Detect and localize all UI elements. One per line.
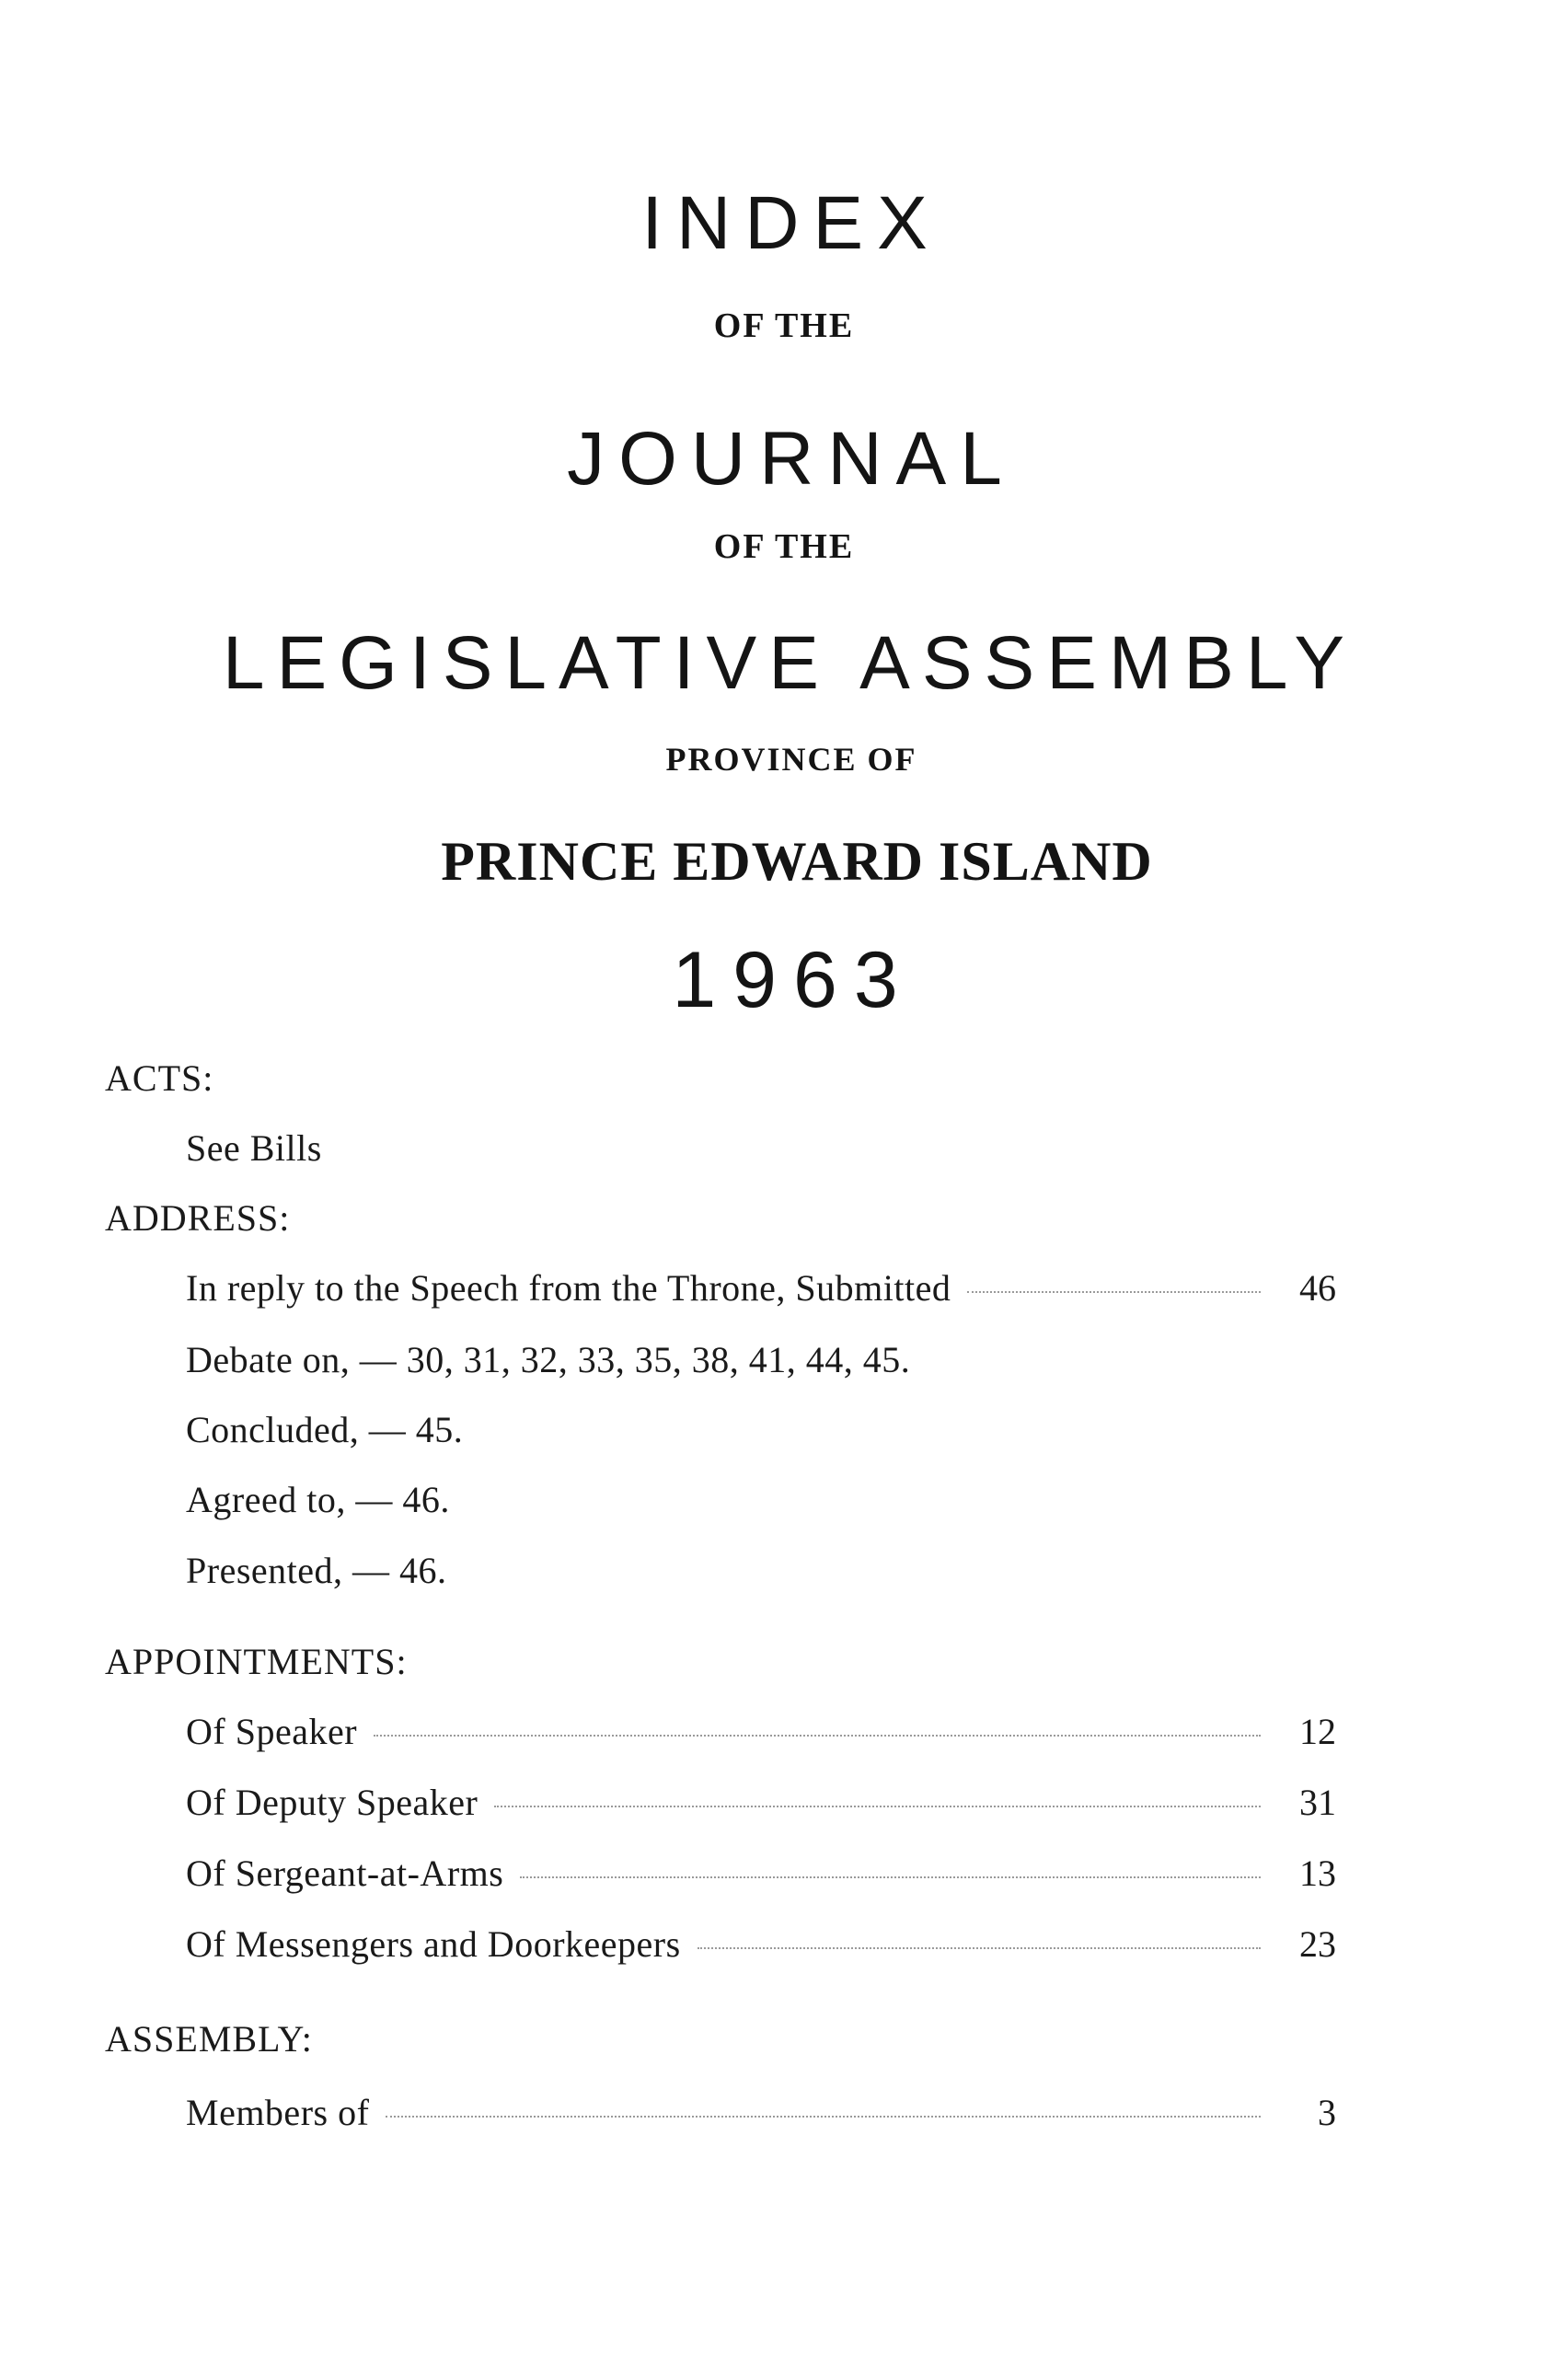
province-of-label: PROVINCE OF [665, 741, 917, 778]
index-entry-deputy-speaker [186, 1781, 1336, 1827]
entry-page-number: 46 [1299, 1267, 1336, 1309]
entry-label: Of Messengers and Doorkeepers [186, 1923, 681, 1965]
dot-leader [698, 1947, 1261, 1949]
address-agreed: Agreed to, — 46. [186, 1479, 450, 1520]
entry-label: Of Sergeant-at-Arms [186, 1852, 504, 1894]
index-title: INDEX [641, 181, 941, 265]
dot-leader [967, 1291, 1261, 1293]
entry-page-number: 3 [1318, 2092, 1336, 2133]
index-entry-sergeant-at-arms [186, 1852, 1336, 1898]
entry-page-number: 13 [1299, 1852, 1336, 1894]
index-entry-speaker [186, 1710, 1336, 1756]
entry-label: Of Deputy Speaker [186, 1782, 478, 1823]
acts-heading: ACTS: [105, 1057, 214, 1099]
journal-title: JOURNAL [567, 417, 1016, 501]
appointments-heading: APPOINTMENTS: [105, 1641, 408, 1682]
dot-leader [374, 1735, 1261, 1737]
address-heading: ADDRESS: [105, 1197, 291, 1239]
dot-leader [386, 2116, 1261, 2118]
of-the-label: OF THE [713, 306, 855, 345]
assembly-heading: ASSEMBLY: [105, 2018, 313, 2060]
acts-see-bills: See Bills [186, 1127, 322, 1169]
province-name: PRINCE EDWARD ISLAND [441, 831, 1153, 892]
index-entry-address-reply [186, 1266, 1336, 1312]
dot-leader [520, 1876, 1261, 1878]
index-entry-messengers [186, 1922, 1336, 1968]
index-entry-members [186, 2091, 1336, 2137]
address-presented: Presented, — 46. [186, 1550, 447, 1591]
entry-label: Of Speaker [186, 1711, 358, 1752]
entry-label: In reply to the Speech from the Throne, Submitted [186, 1267, 951, 1309]
address-debate: Debate on, — 30, 31, 32, 33, 35, 38, 41, 44, 45. [186, 1339, 911, 1380]
year-title: 1963 [672, 936, 915, 1024]
entry-page-number: 31 [1299, 1782, 1336, 1823]
entry-label: Members of [186, 2092, 370, 2133]
of-the-label: OF THE [713, 527, 855, 566]
entry-page-number: 12 [1299, 1711, 1336, 1752]
dot-leader [494, 1806, 1261, 1807]
assembly-title: LEGISLATIVE ASSEMBLY [222, 621, 1357, 705]
entry-page-number: 23 [1299, 1923, 1336, 1965]
address-concluded: Concluded, — 45. [186, 1409, 464, 1450]
